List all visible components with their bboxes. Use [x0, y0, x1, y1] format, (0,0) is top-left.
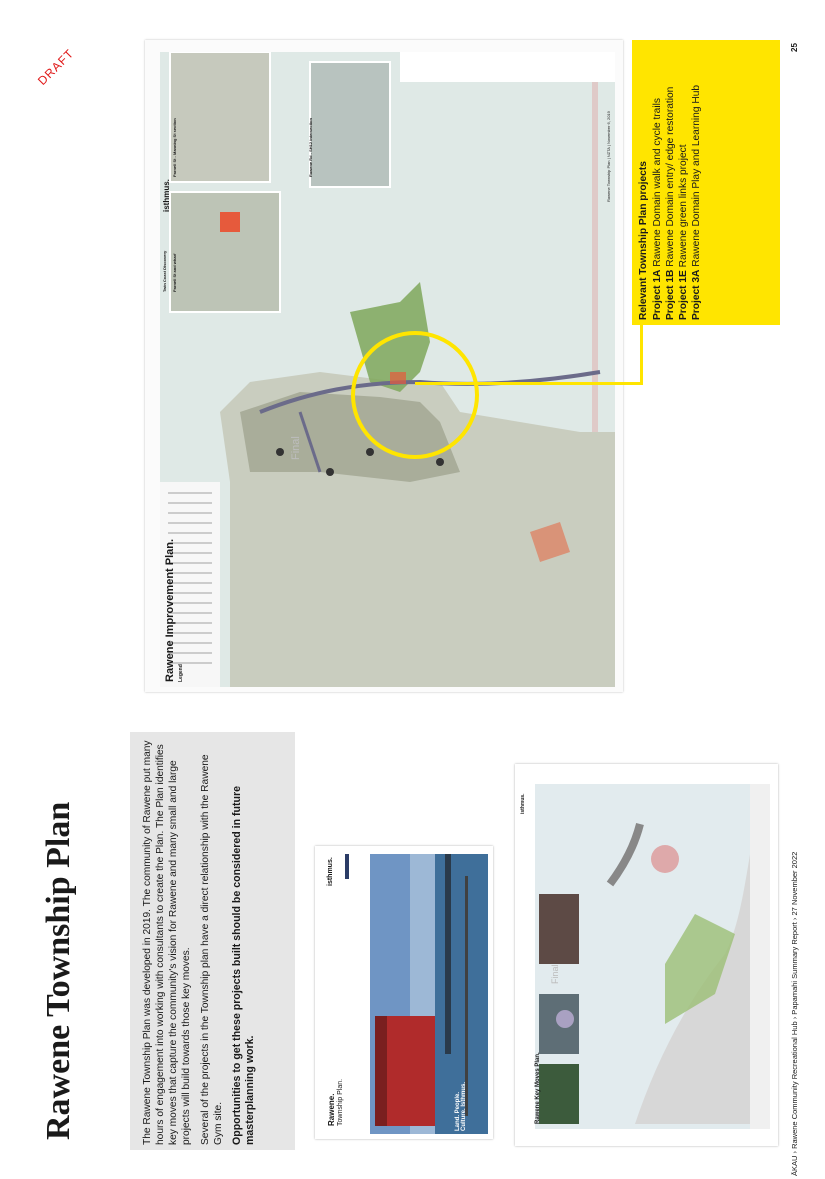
- page-number: 25: [790, 43, 799, 52]
- key-moves-plan-thumbnail: [515, 764, 778, 1146]
- page-footer: ĀKAU › Rawene Community Recreational Hub › Papamahi Summary Report › 27 November 2022: [790, 851, 799, 1176]
- project-text: Rawene green links project: [678, 144, 689, 268]
- draft-stamp: DRAFT: [35, 46, 77, 88]
- inset-label-parnell-wharf: Parnell St and wharf: [172, 253, 177, 292]
- map-title: Rawene Improvement Plan.: [164, 538, 176, 682]
- inset-label-parnell-manning: Parnell St - Manning St section: [172, 118, 177, 177]
- project-text: Rawene Domain Play and Learning Hub: [691, 84, 702, 267]
- project-item: [677, 45, 690, 320]
- project-code: Project 1E: [678, 270, 689, 320]
- project-code: Project 1B: [665, 269, 676, 320]
- map-banner: Twin Coast Discovery: [162, 250, 167, 292]
- cover-title: Rawene.: [327, 1093, 336, 1126]
- cover-subtitle: Township Plan.: [337, 1078, 344, 1126]
- improvement-map-graphic: [160, 52, 615, 687]
- page-title: Rawene Township Plan: [40, 801, 77, 1140]
- cover-slogan: Land. People. Culture. Isthmus.: [455, 1081, 467, 1131]
- highlight-connector-horizontal: [415, 382, 642, 385]
- map-footer-note: Rawene Township Plan | NZTA | November 6, 2019: [606, 111, 611, 202]
- projects-heading: Relevant Township Plan projects: [638, 161, 649, 320]
- inset-label-rawene-rd: Rawene Rd - SH12 intersection: [308, 118, 313, 177]
- township-plan-cover-thumbnail: [315, 846, 493, 1139]
- project-text: Rawene Domain entry/ edge restoration: [665, 86, 676, 267]
- project-text: Rawene Domain walk and cycle trails: [652, 98, 663, 267]
- map-legend-heading: Legend: [178, 664, 184, 682]
- cover-brand: isthmus.: [327, 857, 334, 886]
- intro-text: [141, 740, 263, 1145]
- improvement-plan-map: [160, 52, 615, 687]
- key-moves-title: Rawene Key Moves Plan.: [535, 1052, 541, 1124]
- project-item: [651, 45, 664, 320]
- key-moves-brand: isthmus.: [520, 793, 526, 814]
- intro-paragraph-3: Opportunities to get these projects built should be considered in future masterplanning work.: [231, 785, 256, 1145]
- project-item: [664, 45, 677, 320]
- project-code: Project 3A: [691, 269, 702, 320]
- relevant-projects-text: [637, 45, 703, 320]
- intro-paragraph-2: Several of the projects in the Township plan have a direct relationship with the Rawene Gym site.: [200, 754, 224, 1145]
- project-item: [690, 45, 703, 320]
- key-moves-stamp: Final: [550, 964, 560, 984]
- key-moves-map: [515, 764, 778, 1146]
- intro-paragraph-1: The Rawene Township Plan was developed in 2019. The community of Rawene put many hours of engagement into working with consultants to create the Plan. The Plan identifies key moves that capture the community's vision for Rawene and many small and large projects will build towards those key moves.: [142, 740, 192, 1145]
- map-final-stamp: Final: [290, 436, 302, 460]
- project-code: Project 1A: [652, 269, 663, 320]
- map-brand: isthmus.: [162, 179, 171, 212]
